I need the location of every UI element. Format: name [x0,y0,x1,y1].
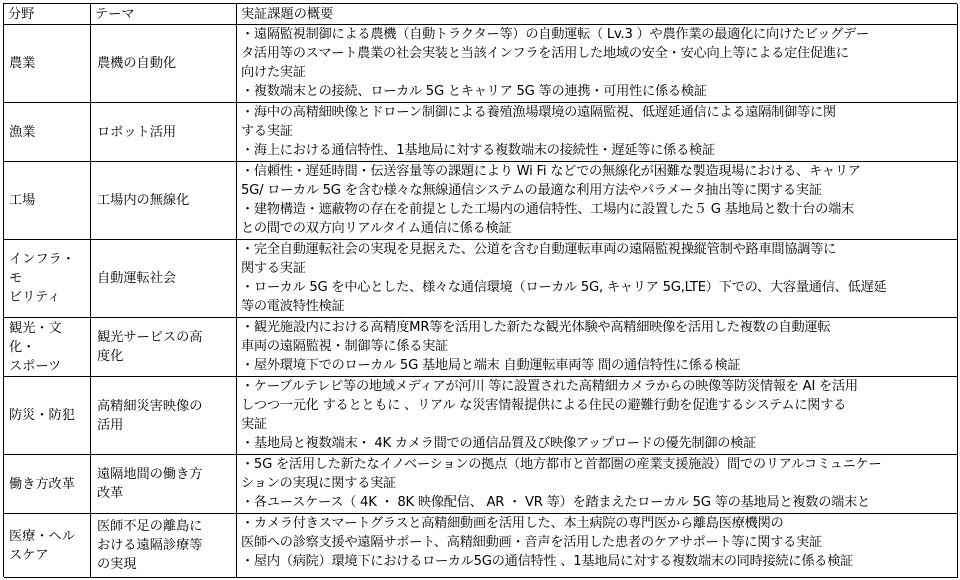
row-theme-label: 農機の自動化 [97,56,177,71]
row-field-label: 働き方改革 [9,476,75,492]
row-overview-line: ・信頼性・遅延時間・伝送容量等の課題により Wi Fi などでの無線化が困難な製造現場における、キャリア [241,164,861,179]
row-field-line: インフラ・モ [9,252,75,286]
row-overview-line: との間での双方向リアルタイム通信に係る検証 [241,221,512,236]
row-overview-line: ・屋内（病院）環境下におけるローカル5Gの通信特性 、1基地局に対する複数端末の同時接続に係る検証 [241,554,854,569]
row-theme-line: おける遠隔診療等 [97,538,203,553]
row-overview-line: ・ローカル 5G を中心とした、様々な通信環境（ローカル 5G, キャリア 5G,LTE）下での、大容量通信、低遅延 [241,280,887,295]
row-theme [91,162,237,240]
row-theme [91,103,237,162]
row-overview-line: ・各ユースケース（ 4K ・ 8K 映像配信、 AR ・ VR 等）を踏まえたローカル 5G 等の基地局と複数の端末と [241,495,870,510]
row-theme-line: 観光サービスの高 [97,330,203,345]
row-field [4,103,91,162]
header-field: 分野 [4,4,91,25]
row-overview-line: ションの実現に関する実証 [241,476,396,491]
row-overview-line: ・複数端末との接続、ローカル 5G とキャリア 5G 等の連携・可用性に係る検証 [241,84,707,99]
row-overview-line: 向けた実証 [241,65,306,80]
row-field [4,25,91,103]
row-overview [237,103,958,162]
row-overview-line: ・海上における通信特性、1基地局に対する複数端末の接続性・遅延等に係る検証 [241,143,715,158]
row-theme [91,377,237,455]
row-theme [91,240,237,318]
row-overview-line: 実証 [241,417,267,432]
row-theme-line: 度化 [97,349,124,364]
row-field-line: 医療・ヘル [9,528,75,544]
row-field-line: ビリティ [9,290,61,305]
row-overview-line: する実証 [241,124,293,139]
demonstration-table [3,3,957,577]
row-overview-line: ・屋外環境下でのローカル 5G 基地局と端末 自動運転車両等 間の通信特性に係る検証 [241,358,741,373]
row-overview-line: しつつ一元化 するとともに 、リアル な災害情報提供による住民の避難行動を促進するシステムに関する [241,398,847,413]
row-field [4,377,91,455]
row-field-label: 漁業 [9,124,36,140]
row-field-line: スポーツ [9,358,62,374]
row-theme-line: 医師不足の離島に [97,519,203,534]
row-field-label: 防災・防犯 [9,408,75,423]
row-theme [91,318,237,377]
row-theme-line: 遠隔地間の働き方 [97,467,203,482]
row-overview-line: タ活用等のスマート農業の社会実装と当該インフラを活用した地域の安全・安心向上等による定住促進に [241,46,849,61]
row-overview-line: ・5G を活用した新たなイノベーションの拠点（地方都市と首都圏の産業支援施設）間でのリアルコミュニケー [241,457,882,472]
row-overview-line: ・完全自動運転社会の実現を見据えた、公道を含む自動運転車両の遠隔監視操縦管制や路車間協調等に [241,242,837,257]
row-theme-label: 自動運転社会 [97,271,177,286]
row-theme [91,455,237,514]
row-theme [91,514,237,578]
row-overview-line: ・遠隔監視制御による農機（自動トラクター等）の自動運転（ Lv.3 ）や農作業の最適化に向けたビッグデー [241,27,869,42]
row-field [4,162,91,240]
row-overview-line: ・建物構造・遮蔽物の存在を前提とした工場内の通信特性、工場内に設置した５ G 基地局と数十台の端末 [241,202,854,217]
row-overview [237,514,958,578]
row-theme [91,25,237,103]
row-theme-line: 活用 [97,417,124,433]
row-overview [237,377,958,455]
row-field [4,318,91,377]
row-theme-line: 高精細災害映像の [97,398,203,414]
row-overview-line: ・海中の高精細映像とドローン制御による養殖漁場環境の遠隔監視、低遅延通信による遠隔制御等に関 [241,105,836,120]
row-overview-line: ・カメラ付きスマートグラスと高精細動画を活用した、本土病院の専門医から離島医療機関の [241,516,784,531]
row-overview-line: ・観光施設内における高精度MR等を活用した新たな観光体験や高精細映像を活用した複数の自動運転 [241,320,831,335]
row-theme-line: の実現 [97,557,137,572]
row-field [4,455,91,514]
row-theme-label: ロボット活用 [97,124,177,140]
row-field-label: 工場 [9,193,36,208]
row-overview [237,318,958,377]
row-overview [237,162,958,240]
row-field-label: 農業 [9,56,36,71]
row-overview-line: 医師への診察支援や遠隔サポート、高精細動画・音声を活用した患者のケアサポート等に関する実証 [241,535,822,550]
row-overview-line: 関する実証 [241,261,306,276]
row-field-line: スケア [9,547,49,563]
row-overview-line: 5G/ ローカル 5G を含む様々な無線通信システムの最適な利用方法やパラメータ抽出等に関する実証 [241,183,822,198]
row-overview [237,240,958,318]
header-overview: 実証課題の概要 [237,4,958,25]
row-overview-line: ・ケーブルテレビ等の地域メディアが河川 等に設置された高精細カメラからの映像等防災情報を AI を活用 [241,379,858,394]
row-overview-line: 車両の遠隔監視・制御等に係る実証 [241,339,448,354]
row-theme-line: 改革 [97,486,124,501]
row-field [4,514,91,578]
row-overview-line: 等の電波特性検証 [241,299,345,314]
row-field [4,240,91,318]
row-field-line: 観光・文化・ [9,320,62,355]
row-theme-label: 工場内の無線化 [97,193,190,208]
row-overview-line: ・基地局と複数端末・ 4K カメラ間での通信品質及び映像アップロードの優先制御の検証 [241,436,757,451]
row-overview [237,25,958,103]
header-theme: テーマ [91,4,237,25]
row-overview [237,455,958,514]
